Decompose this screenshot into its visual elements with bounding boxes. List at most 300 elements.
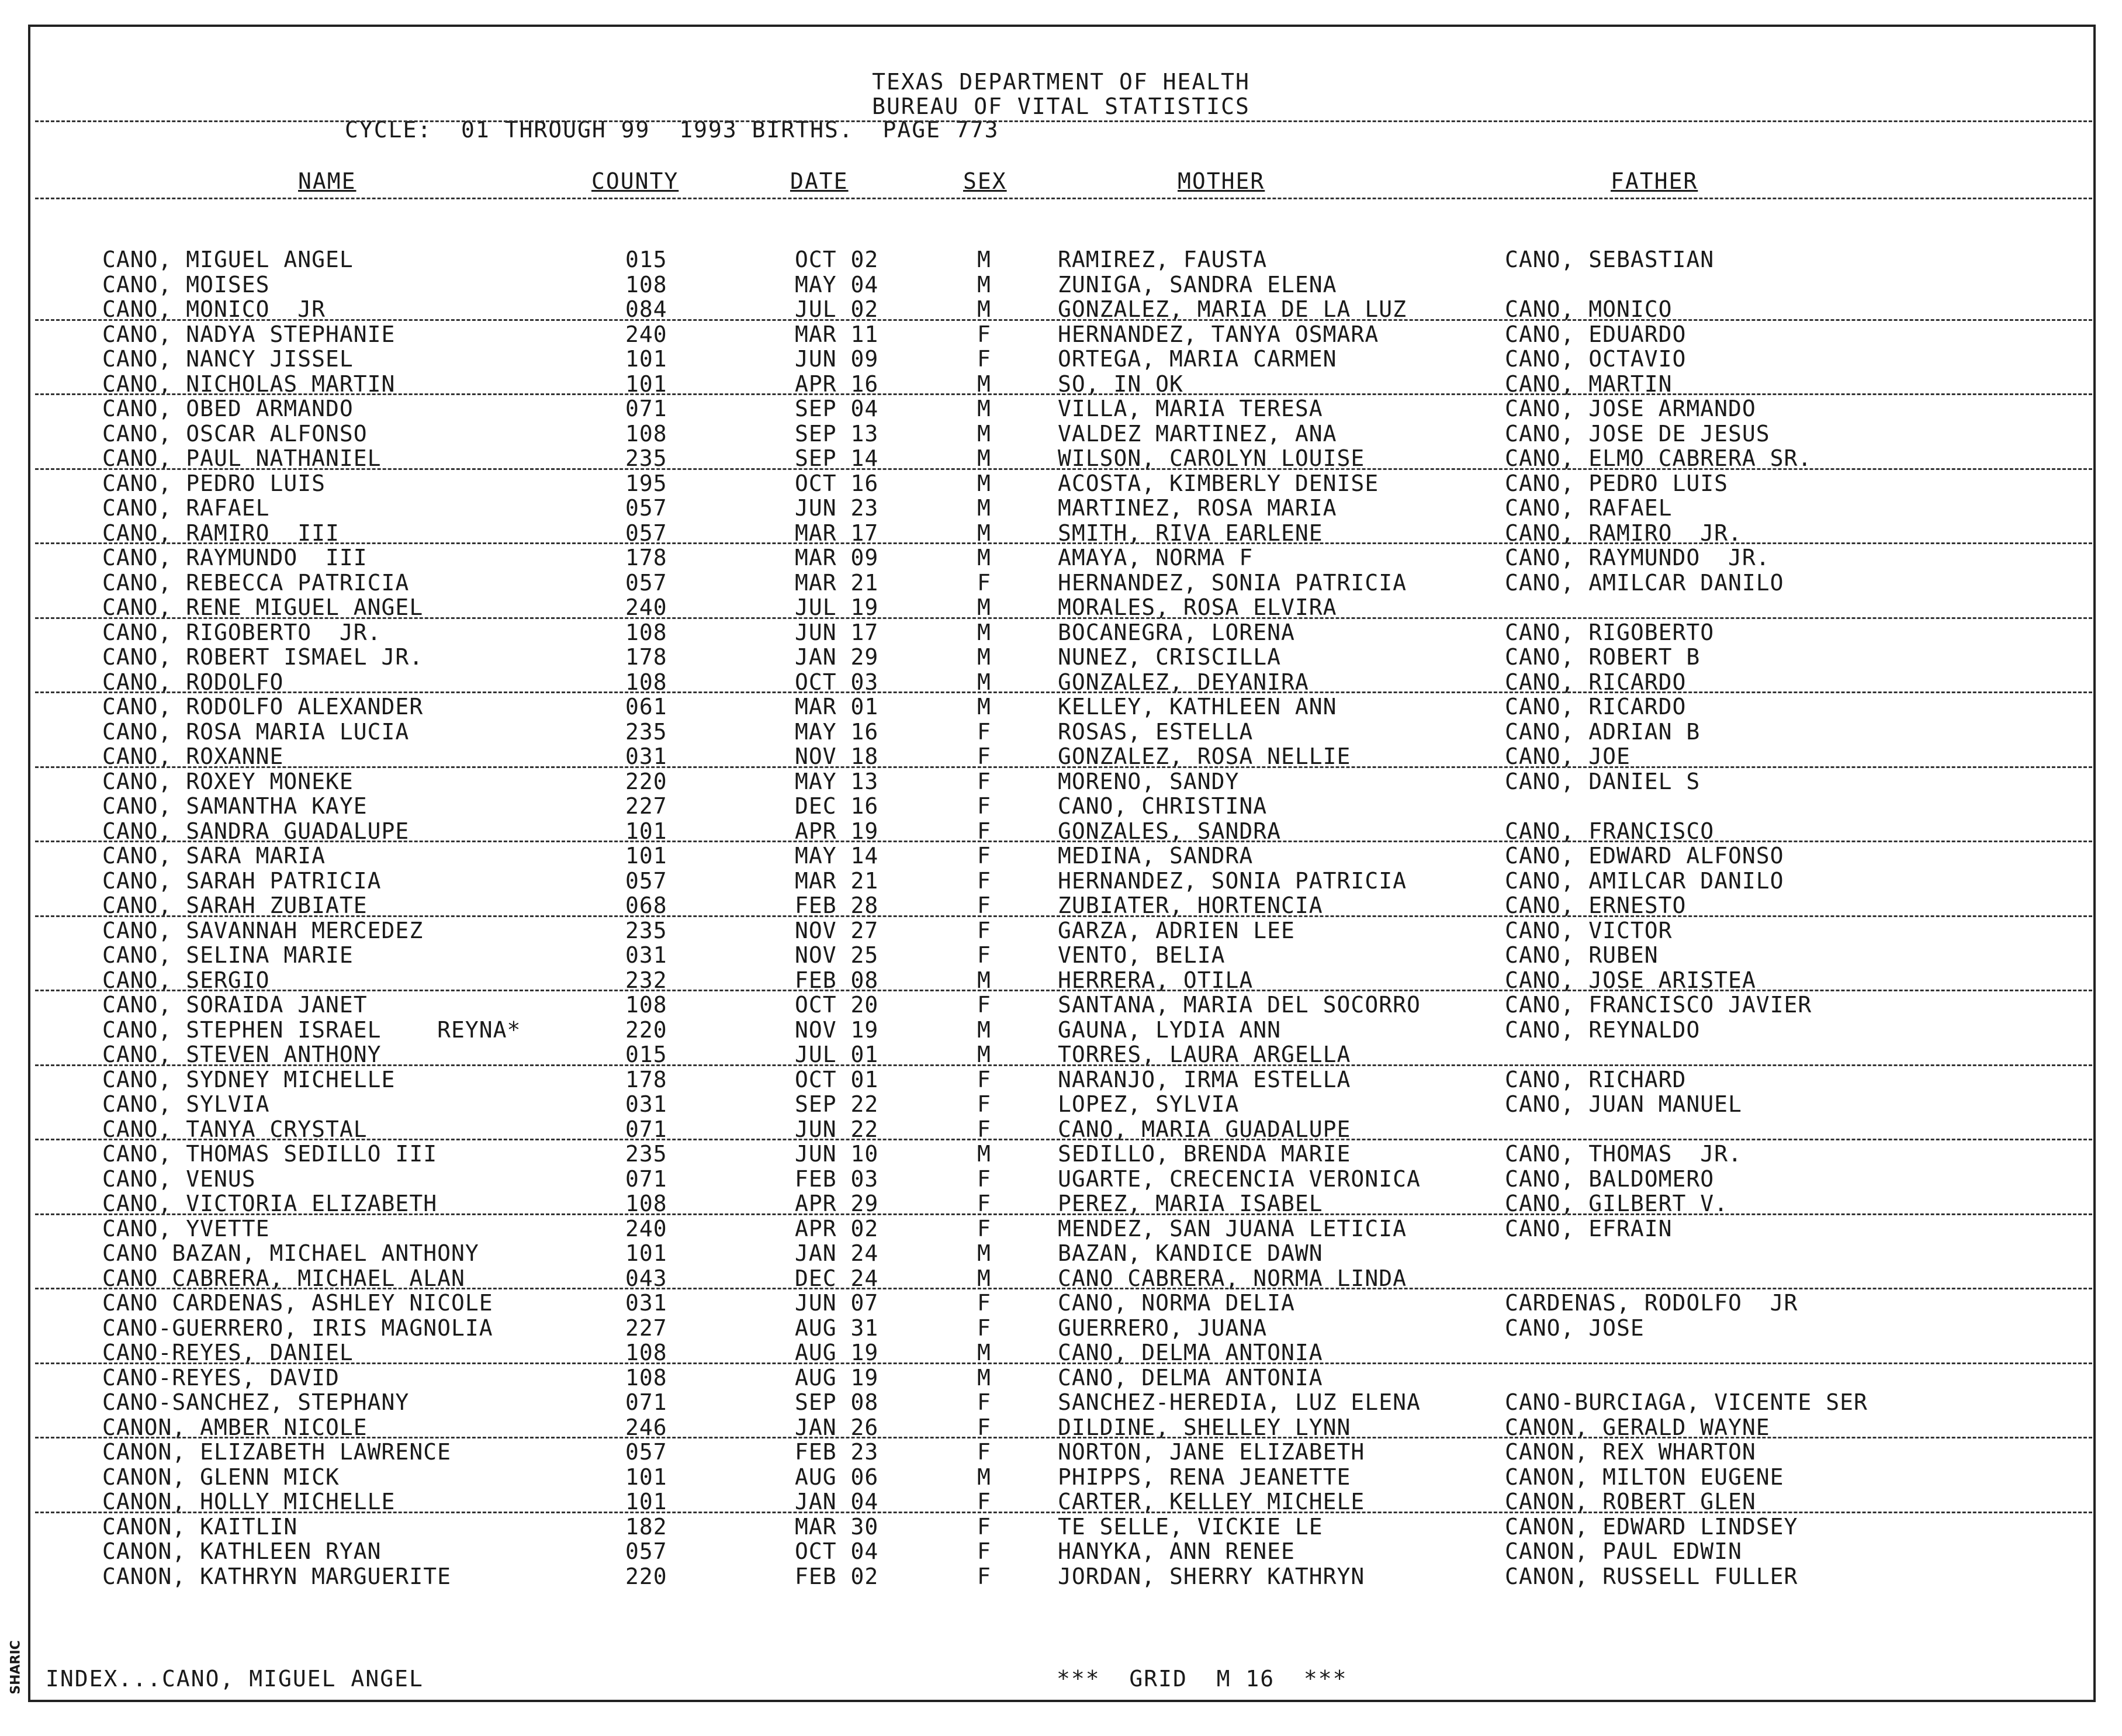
cell-sex: F [977,1116,991,1142]
cell-date: NOV 27 [795,917,879,943]
cell-mother: TORRES, LAURA ARGELLA [1058,1042,1351,1067]
row-divider [35,990,2092,991]
cell-sex: M [977,545,991,570]
cell-county: 057 [625,495,667,521]
cell-mother: CARTER, KELLEY MICHELE [1058,1489,1365,1514]
cell-name: CANO, RAYMUNDO III [102,545,368,570]
cell-date: OCT 04 [795,1538,879,1564]
cell-county: 071 [625,1116,667,1142]
cell-name: CANON, KATHRYN MARGUERITE [102,1563,451,1589]
cell-name: CANO, VICTORIA ELIZABETH [102,1191,438,1216]
cell-father: CANO, ERNESTO [1505,893,1687,918]
cell-mother: BAZAN, KANDICE DAWN [1058,1240,1323,1266]
cell-sex: F [977,1513,991,1540]
cell-name: CANO, SANDRA GUADALUPE [102,818,410,844]
table-row [0,321,2122,346]
cell-mother: GONZALES, SANDRA [1058,818,1282,844]
cell-mother: CANO, CHRISTINA [1058,793,1268,819]
cell-sex: M [977,247,991,272]
table-row [0,1365,2122,1389]
row-divider [35,393,2092,395]
cell-mother: RAMIREZ, FAUSTA [1058,247,1268,272]
cell-name: CANO, REBECCA PATRICIA [102,569,410,596]
cell-sex: M [977,520,991,546]
cell-name: CANO, THOMAS SEDILLO III [102,1141,438,1167]
cell-mother: NORTON, JANE ELIZABETH [1058,1439,1365,1465]
cell-mother: JORDAN, SHERRY KATHRYN [1058,1563,1365,1589]
cell-sex: M [977,594,991,620]
cell-date: FEB 28 [795,893,879,918]
cell-sex: M [977,420,991,447]
cell-county: 061 [625,694,667,720]
table-row [0,1415,2122,1439]
cell-county: 057 [625,867,667,894]
cell-county: 108 [625,271,667,298]
table-row [0,346,2122,371]
cell-county: 220 [625,1563,667,1589]
cell-sex: M [977,445,991,471]
cell-father: CANO, PEDRO LUIS [1505,470,1729,496]
cell-name: CANO, PAUL NATHANIEL [102,445,382,471]
cell-county: 235 [625,917,667,943]
cell-mother: MORALES, ROSA ELVIRA [1058,594,1337,620]
cell-father: CANO, RUBEN [1505,942,1659,968]
cell-father: CANO, MARTIN [1505,371,1673,397]
cell-mother: ROSAS, ESTELLA [1058,718,1254,745]
cell-county: 235 [625,1141,667,1167]
cell-father: CANON, EDWARD LINDSEY [1505,1513,1798,1540]
cell-county: 101 [625,818,667,844]
table-row [0,1191,2122,1215]
cell-sex: F [977,569,991,596]
cell-county: 108 [625,1364,667,1391]
cell-sex: M [977,644,991,670]
cell-mother: MARTINEZ, ROSA MARIA [1058,495,1337,521]
cell-name: CANO, SERGIO [102,967,270,993]
row-divider [35,1064,2092,1066]
row-divider [35,766,2092,768]
cell-mother: ACOSTA, KIMBERLY DENISE [1058,470,1379,496]
cell-mother: GONZALEZ, DEYANIRA [1058,669,1309,695]
cell-sex: M [977,1464,991,1490]
cell-sex: F [977,1091,991,1117]
cell-father: CANO, MONICO [1505,296,1673,322]
cell-date: MAR 09 [795,545,879,570]
cell-county: 108 [625,992,667,1018]
cell-date: APR 29 [795,1191,879,1216]
table-row [0,594,2122,619]
cell-mother: WILSON, CAROLYN LOUISE [1058,445,1365,471]
row-divider [35,1288,2092,1289]
cell-date: MAR 17 [795,520,879,546]
cell-date: MAR 21 [795,867,879,894]
cell-sex: F [977,346,991,372]
cell-county: 220 [625,768,667,794]
table-row [0,1439,2122,1464]
cell-county: 057 [625,520,667,546]
cell-date: NOV 18 [795,743,879,769]
cell-date: OCT 16 [795,470,879,496]
table-row [0,942,2122,967]
cell-name: CANO, SARA MARIA [102,843,326,869]
cell-father: CARDENAS, RODOLFO JR [1505,1290,1798,1316]
cell-mother: LOPEZ, SYLVIA [1058,1091,1240,1117]
table-row [0,520,2122,545]
cell-father: CANO, EFRAIN [1505,1215,1673,1242]
cell-date: DEC 24 [795,1265,879,1291]
cell-date: OCT 20 [795,992,879,1018]
cell-date: APR 02 [795,1215,879,1242]
cell-mother: CANO, DELMA ANTONIA [1058,1340,1323,1365]
cell-father: CANO, BALDOMERO [1505,1166,1715,1192]
cell-mother: HERNANDEZ, TANYA OSMARA [1058,321,1379,347]
cell-date: MAY 04 [795,271,879,298]
cell-date: NOV 25 [795,942,879,968]
table-row [0,1389,2122,1414]
cell-father: CANO, JOSE ARISTEA [1505,967,1756,993]
cell-sex: M [977,967,991,993]
cell-sex: F [977,1389,991,1415]
cell-date: MAY 14 [795,843,879,869]
cell-name: CANO, TANYA CRYSTAL [102,1116,368,1142]
cell-name: CANO, MONICO JR [102,296,326,322]
cell-name: CANON, GLENN MICK [102,1464,340,1490]
table-row [0,1141,2122,1166]
cell-mother: SANCHEZ-HEREDIA, LUZ ELENA [1058,1389,1421,1415]
cell-sex: F [977,1290,991,1316]
cell-mother: HANYKA, ANN RENEE [1058,1538,1295,1564]
cell-name: CANO, RENE MIGUEL ANGEL [102,594,424,620]
table-row [0,694,2122,718]
cell-mother: GUERRERO, JUANA [1058,1315,1268,1341]
table-row [0,570,2122,594]
cell-county: 101 [625,1464,667,1490]
cell-father: CANO, EDWARD ALFONSO [1505,843,1784,869]
cell-sex: F [977,1315,991,1341]
cell-county: 101 [625,346,667,372]
cell-county: 178 [625,644,667,670]
cell-name: CANO-SANCHEZ, STEPHANY [102,1389,410,1415]
table-row [0,843,2122,867]
cell-name: CANO CABRERA, MICHAEL ALAN [102,1265,465,1291]
table-row [0,396,2122,420]
cell-county: 071 [625,396,667,421]
cell-date: SEP 13 [795,420,879,447]
table-row [0,1166,2122,1191]
cell-date: FEB 23 [795,1439,879,1465]
cell-date: JAN 24 [795,1240,879,1266]
cell-date: MAY 13 [795,768,879,794]
cell-sex: F [977,1191,991,1216]
cell-mother: HERNANDEZ, SONIA PATRICIA [1058,867,1407,894]
cell-date: DEC 16 [795,793,879,819]
cell-county: 227 [625,793,667,819]
cell-date: JUN 10 [795,1141,879,1167]
column-header-divider [35,198,2092,199]
cell-father: CANON, ROBERT GLEN [1505,1489,1756,1514]
cell-sex: F [977,1563,991,1589]
table-row [0,371,2122,396]
cell-father: CANO, JOSE [1505,1315,1645,1341]
cell-sex: F [977,942,991,968]
cell-sex: M [977,694,991,720]
cell-date: AUG 19 [795,1340,879,1365]
cell-sex: M [977,669,991,695]
table-row [0,1216,2122,1240]
cell-county: 108 [625,420,667,447]
table-row [0,445,2122,470]
table-row [0,247,2122,271]
cell-county: 084 [625,296,667,322]
table-row [0,893,2122,917]
table-row [0,545,2122,569]
cell-county: 195 [625,470,667,496]
cell-sex: F [977,867,991,894]
cell-date: AUG 19 [795,1364,879,1391]
cell-name: CANON, KATHLEEN RYAN [102,1538,382,1564]
cell-county: 071 [625,1166,667,1192]
cell-sex: M [977,271,991,298]
report-subtitle: BUREAU OF VITAL STATISTICS [872,94,1250,119]
cell-name: CANO-REYES, DANIEL [102,1340,354,1365]
cell-mother: SANTANA, MARIA DEL SOCORRO [1058,992,1421,1018]
cell-county: 031 [625,1091,667,1117]
cell-father: CANO, RAMIRO JR. [1505,520,1742,546]
cell-mother: VALDEZ MARTINEZ, ANA [1058,420,1337,447]
report-title: TEXAS DEPARTMENT OF HEALTH [872,69,1250,95]
cell-mother: MEDINA, SANDRA [1058,843,1254,869]
cell-mother: HERNANDEZ, SONIA PATRICIA [1058,569,1407,596]
cell-father: CANON, REX WHARTON [1505,1439,1756,1465]
row-divider [35,915,2092,917]
col-header-father: FATHER [1611,168,1698,194]
cell-name: CANO, RAFAEL [102,495,270,521]
cell-father: CANO, RICHARD [1505,1066,1687,1092]
cell-mother: NARANJO, IRMA ESTELLA [1058,1066,1351,1092]
cell-mother: SO, IN OK [1058,371,1183,397]
cell-sex: M [977,1240,991,1266]
cell-date: JUN 17 [795,619,879,645]
cell-sex: M [977,1042,991,1067]
cell-name: CANO, VENUS [102,1166,256,1192]
cell-father: CANO, JOE [1505,743,1631,769]
cell-sex: F [977,818,991,844]
table-row [0,1564,2122,1588]
cell-father: CANO, SEBASTIAN [1505,247,1715,272]
cell-father: CANO, FRANCISCO JAVIER [1505,992,1812,1018]
cell-father: CANO, ELMO CABRERA SR. [1505,445,1812,471]
cell-sex: F [977,1439,991,1465]
cell-mother: NUNEZ, CRISCILLA [1058,644,1282,670]
cell-name: CANO, SARAH ZUBIATE [102,893,368,918]
table-row [0,471,2122,495]
cell-date: OCT 02 [795,247,879,272]
cell-sex: M [977,619,991,645]
cell-county: 108 [625,619,667,645]
cell-name: CANO, ROXANNE [102,743,284,769]
cell-name: CANO, SAMANTHA KAYE [102,793,368,819]
cell-sex: F [977,1414,991,1440]
cell-county: 182 [625,1513,667,1540]
cell-mother: ORTEGA, MARIA CARMEN [1058,346,1337,372]
cell-sex: M [977,1016,991,1043]
cell-sex: F [977,843,991,869]
col-header-county: COUNTY [591,168,679,194]
cell-date: MAR 30 [795,1513,879,1540]
cell-county: 043 [625,1265,667,1291]
cell-mother: GAUNA, LYDIA ANN [1058,1016,1282,1043]
cell-sex: F [977,1066,991,1092]
cell-county: 220 [625,1016,667,1043]
cell-name: CANO, RAMIRO III [102,520,340,546]
cell-date: NOV 19 [795,1016,879,1043]
cell-date: OCT 03 [795,669,879,695]
cell-sex: M [977,296,991,322]
cell-name: CANON, HOLLY MICHELLE [102,1489,396,1514]
cell-name: CANO, YVETTE [102,1215,270,1242]
cell-date: MAR 21 [795,569,879,596]
cell-sex: F [977,768,991,794]
row-divider [35,1362,2092,1364]
cell-date: FEB 02 [795,1563,879,1589]
cell-father: CANO, THOMAS JR. [1505,1141,1742,1167]
cell-name: CANO, ROXEY MONEKE [102,768,354,794]
side-label [1,1637,25,1701]
table-row [0,620,2122,644]
table-row [0,495,2122,520]
cell-sex: F [977,743,991,769]
row-divider [35,1437,2092,1438]
table-row [0,1290,2122,1315]
cell-county: 057 [625,1538,667,1564]
row-divider [35,468,2092,470]
cell-sex: F [977,1215,991,1242]
cell-name: CANON, KAITLIN [102,1513,298,1540]
cell-sex: M [977,371,991,397]
cell-father: CANO, RICARDO [1505,669,1687,695]
table-row [0,1489,2122,1513]
cell-sex: F [977,793,991,819]
cell-name: CANO, NADYA STEPHANIE [102,321,396,347]
table-row [0,272,2122,296]
cell-father: CANO-BURCIAGA, VICENTE SER [1505,1389,1868,1415]
cell-mother: HERRERA, OTILA [1058,967,1254,993]
cell-name: CANO, STEPHEN ISRAEL REYNA* [102,1016,521,1043]
cell-sex: F [977,321,991,347]
cell-date: JUN 09 [795,346,879,372]
cell-father: CANO, VICTOR [1505,917,1673,943]
cell-mother: PEREZ, MARIA ISABEL [1058,1191,1323,1216]
cell-name: CANO, MIGUEL ANGEL [102,247,354,272]
cell-father: CANO, EDUARDO [1505,321,1687,347]
table-row [0,1240,2122,1265]
table-row [0,669,2122,694]
row-divider [35,542,2092,544]
cell-name: CANO, ROBERT ISMAEL JR. [102,644,424,670]
footer-index: INDEX...CANO, MIGUEL ANGEL [46,1666,424,1692]
cell-mother: ZUNIGA, SANDRA ELENA [1058,271,1337,298]
cell-mother: MENDEZ, SAN JUANA LETICIA [1058,1215,1407,1242]
cell-father: CANO, REYNALDO [1505,1016,1701,1043]
cell-father: CANO, RICARDO [1505,694,1687,720]
cell-name: CANO-REYES, DAVID [102,1364,340,1391]
row-divider [35,1512,2092,1513]
cell-mother: SMITH, RIVA EARLENE [1058,520,1323,546]
cell-sex: M [977,1141,991,1167]
cell-name: CANO, SYDNEY MICHELLE [102,1066,396,1092]
cell-sex: M [977,396,991,421]
cell-father: CANO, GILBERT V. [1505,1191,1729,1216]
cell-county: 178 [625,545,667,570]
row-divider [35,319,2092,321]
cell-sex: F [977,1166,991,1192]
cell-mother: AMAYA, NORMA F [1058,545,1254,570]
cell-sex: M [977,1265,991,1291]
cell-date: AUG 06 [795,1464,879,1490]
cell-name: CANO, SELINA MARIE [102,942,354,968]
cell-name: CANON, AMBER NICOLE [102,1414,368,1440]
cell-county: 108 [625,1340,667,1365]
cell-sex: M [977,1364,991,1391]
cell-county: 068 [625,893,667,918]
cell-county: 240 [625,321,667,347]
cell-name: CANO, STEVEN ANTHONY [102,1042,382,1067]
row-divider [35,691,2092,693]
table-row [0,868,2122,893]
cell-sex: F [977,1489,991,1514]
cell-sex: M [977,470,991,496]
cell-county: 101 [625,843,667,869]
table-row [0,1017,2122,1042]
cell-father: CANO, JUAN MANUEL [1505,1091,1742,1117]
cell-county: 235 [625,718,667,745]
footer-grid: *** GRID M 16 *** [1057,1666,1348,1692]
cell-mother: PHIPPS, RENA JEANETTE [1058,1464,1351,1490]
table-row [0,1265,2122,1290]
cell-name: CANO, RIGOBERTO JR. [102,619,382,645]
cell-father: CANO, RAFAEL [1505,495,1673,521]
cell-mother: ZUBIATER, HORTENCIA [1058,893,1323,918]
row-divider [35,1213,2092,1215]
cell-name: CANO BAZAN, MICHAEL ANTHONY [102,1240,479,1266]
cell-date: OCT 01 [795,1066,879,1092]
cycle-line: CYCLE: 01 THROUGH 99 1993 BIRTHS. PAGE 773 [345,117,999,143]
table-row [0,1340,2122,1364]
cell-mother: CANO, NORMA DELIA [1058,1290,1295,1316]
cell-name: CANO CARDENAS, ASHLEY NICOLE [102,1290,493,1316]
table-row [0,1464,2122,1489]
side-label-text: SHARIC [8,1640,23,1694]
cell-name: CANO, SARAH PATRICIA [102,867,382,894]
cell-father: CANO, DANIEL S [1505,768,1701,794]
cell-mother: CANO, DELMA ANTONIA [1058,1364,1323,1391]
header-divider [35,120,2092,122]
cell-mother: VENTO, BELIA [1058,942,1226,968]
cell-name: CANO, OBED ARMANDO [102,396,354,421]
cell-father: CANON, PAUL EDWIN [1505,1538,1742,1564]
cell-father: CANO, RAYMUNDO JR. [1505,545,1770,570]
cell-date: FEB 08 [795,967,879,993]
cell-county: 015 [625,247,667,272]
cell-date: JUL 19 [795,594,879,620]
cell-county: 101 [625,1489,667,1514]
cell-sex: F [977,917,991,943]
cell-mother: GONZALEZ, MARIA DE LA LUZ [1058,296,1407,322]
cell-date: JUN 07 [795,1290,879,1316]
cell-mother: CANO, MARIA GUADALUPE [1058,1116,1351,1142]
col-header-date: DATE [790,168,849,194]
cell-date: MAY 16 [795,718,879,745]
